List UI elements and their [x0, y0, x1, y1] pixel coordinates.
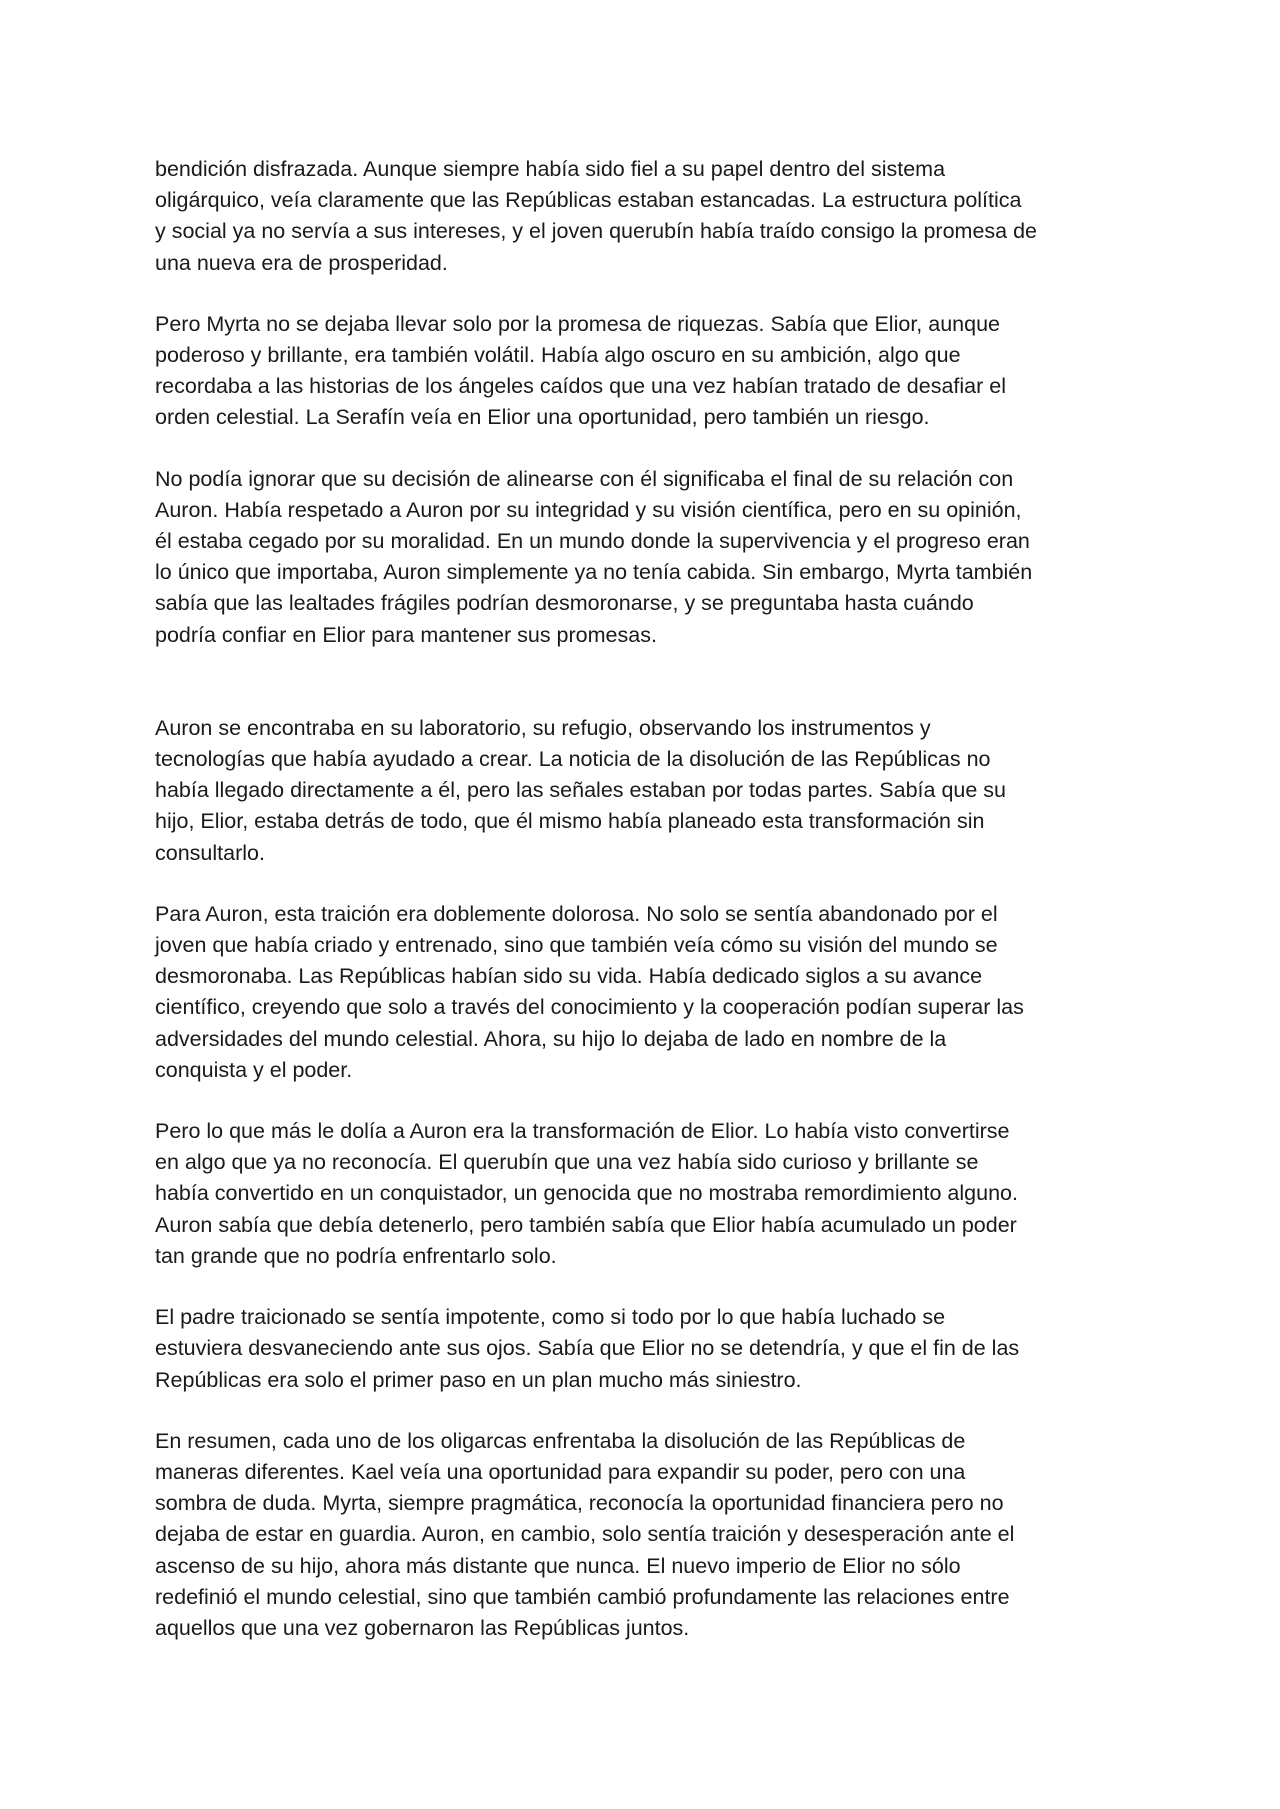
text-line: redefinió el mundo celestial, sino que también cambió profundamente las relaciones entre — [155, 1584, 1010, 1609]
text-line: consultarlo. — [155, 840, 265, 865]
text-line: sabía que las lealtades frágiles podrían desmoronarse, y se preguntaba hasta cuándo — [155, 591, 974, 616]
text-line: sombra de duda. Myrta, siempre pragmática, reconocía la oportunidad financiera pero no — [155, 1491, 1004, 1516]
document-body — [155, 154, 1130, 1674]
text-line: bendición disfrazada. Aunque siempre había sido fiel a su papel dentro del sistema — [155, 157, 946, 181]
paragraph-2 — [155, 309, 1130, 434]
text-line: había convertido en un conquistador, un genocida que no mostraba remordimiento alguno. — [155, 1181, 1018, 1206]
text-line: dejaba de estar en guardia. Auron, en cambio, solo sentía traición y desesperación ante el — [155, 1522, 1015, 1547]
text-line: Auron se encontraba en su laboratorio, su refugio, observando los instrumentos y — [155, 715, 931, 740]
text-line: adversidades del mundo celestial. Ahora, su hijo lo dejaba de lado en nombre de la — [155, 1026, 947, 1051]
text-line: El padre traicionado se sentía impotente, como si todo por lo que había luchado se — [155, 1305, 946, 1330]
text-line: desmoronaba. Las Repúblicas habían sido su vida. Había dedicado siglos a su avance — [155, 964, 983, 989]
text-line: tan grande que no podría enfrentarlo solo. — [155, 1243, 557, 1268]
paragraph-5 — [155, 899, 1130, 1086]
text-line: No podía ignorar que su decisión de alinearse con él significaba el final de su relación con — [155, 466, 1014, 491]
text-line: había llegado directamente a él, pero las señales estaban por todas partes. Sabía que su — [155, 778, 1007, 803]
text-line: Para Auron, esta traición era doblemente dolorosa. No solo se sentía abandonado por el — [155, 901, 998, 926]
text-line: Repúblicas era solo el primer paso en un plan mucho más siniestro. — [155, 1367, 802, 1392]
paragraph-8 — [155, 1426, 1130, 1644]
text-line: en algo que ya no reconocía. El querubín que una vez había sido curioso y brillante se — [155, 1150, 979, 1175]
text-line: Auron. Había respetado a Auron por su integridad y su visión científica, pero en su opinión, — [155, 497, 1022, 522]
text-line: tecnologías que había ayudado a crear. La noticia de la disolución de las Repúblicas no — [155, 747, 991, 772]
text-line: oligárquico, veía claramente que las Repúblicas estaban estancadas. La estructura política — [155, 188, 1022, 213]
text-line: él estaba cegado por su moralidad. En un mundo donde la supervivencia y el progreso eran — [155, 529, 1030, 554]
text-line: aquellos que una vez gobernaron las Repúblicas juntos. — [155, 1615, 690, 1640]
text-line: hijo, Elior, estaba detrás de todo, que él mismo había planeado esta transformación sin — [155, 809, 985, 834]
paragraph-6 — [155, 1116, 1130, 1272]
paragraph-3 — [155, 464, 1130, 651]
text-line: científico, creyendo que solo a través del conocimiento y la cooperación podían superar las — [155, 995, 1024, 1020]
paragraph-7 — [155, 1302, 1130, 1396]
text-line: joven que había criado y entrenado, sino que también veía cómo su visión del mundo se — [155, 933, 998, 958]
paragraph-4 — [155, 713, 1130, 869]
paragraph-1 — [155, 154, 1130, 279]
text-line: una nueva era de prosperidad. — [155, 250, 448, 275]
text-line: conquista y el poder. — [155, 1057, 353, 1082]
text-line: y social ya no servía a sus intereses, y el joven querubín había traído consigo la promesa de — [155, 219, 1038, 244]
text-line: ascenso de su hijo, ahora más distante que nunca. El nuevo imperio de Elior no sólo — [155, 1553, 961, 1578]
text-line: podría confiar en Elior para mantener sus promesas. — [155, 622, 657, 647]
text-line: Auron sabía que debía detenerlo, pero también sabía que Elior había acumulado un poder — [155, 1212, 1017, 1237]
text-line: estuviera desvaneciendo ante sus ojos. Sabía que Elior no se detendría, y que el fin de las — [155, 1336, 1020, 1361]
text-line: lo único que importaba, Auron simplemente ya no tenía cabida. Sin embargo, Myrta también — [155, 560, 1033, 585]
text-line: maneras diferentes. Kael veía una oportunidad para expandir su poder, pero con una — [155, 1459, 966, 1484]
text-line: En resumen, cada uno de los oligarcas enfrentaba la disolución de las Repúblicas de — [155, 1428, 966, 1453]
text-line: orden celestial. La Serafín veía en Elior una oportunidad, pero también un riesgo. — [155, 405, 930, 430]
text-line: recordaba a las historias de los ángeles caídos que una vez habían tratado de desafiar el — [155, 374, 1007, 399]
text-line: Pero lo que más le dolía a Auron era la transformación de Elior. Lo había visto convertirse — [155, 1119, 1010, 1144]
text-line: poderoso y brillante, era también volátil. Había algo oscuro en su ambición, algo que — [155, 343, 961, 368]
text-line: Pero Myrta no se dejaba llevar solo por la promesa de riquezas. Sabía que Elior, aunque — [155, 311, 1000, 336]
